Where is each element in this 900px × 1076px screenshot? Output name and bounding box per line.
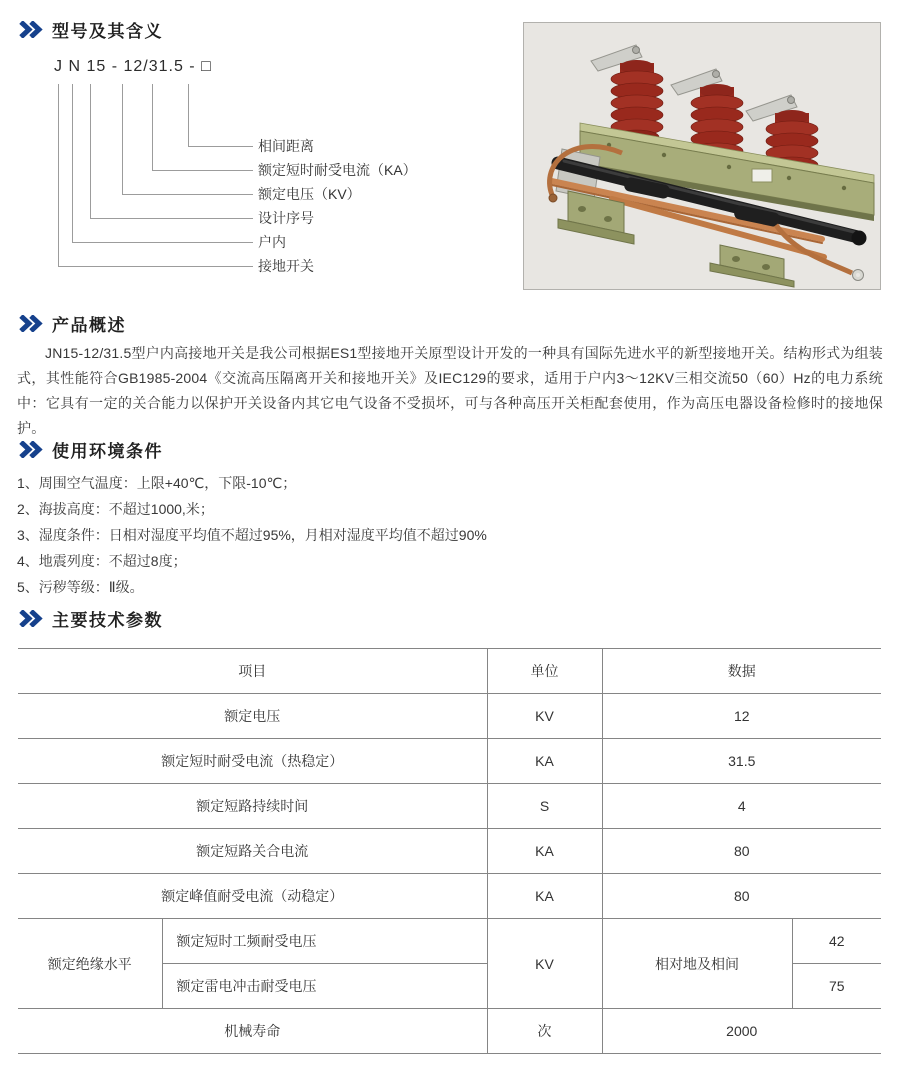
environment-item: 1、周围空气温度：上限+40℃，下限-10℃； [17, 475, 297, 491]
param-name: 额定短路关合电流 [18, 829, 487, 874]
section-title-text: 型号及其含义 [52, 22, 163, 41]
param-scope: 相对地及相间 [602, 919, 792, 1009]
diagram-connector-line [188, 146, 253, 147]
param-unit: S [487, 784, 602, 829]
param-name: 机械寿命 [18, 1009, 487, 1054]
diagram-label-withstand-current: 额定短时耐受电流（KA） [258, 162, 417, 178]
param-value: 2000 [602, 1009, 881, 1054]
diagram-connector-line [58, 84, 59, 266]
param-group-name: 额定绝缘水平 [18, 919, 162, 1009]
table-row [18, 1009, 881, 1054]
diagram-label-rated-voltage: 额定电压（KV） [258, 186, 361, 202]
model-code: J N 15 - 12/31.5 - □ [54, 58, 212, 75]
param-name: 额定电压 [18, 694, 487, 739]
param-subname: 额定雷电冲击耐受电压 [162, 964, 487, 1009]
environment-item: 3、湿度条件：日相对湿度平均值不超过95%，月相对湿度平均值不超过90% [17, 527, 487, 543]
double-chevron-icon [19, 441, 43, 458]
param-unit: KA [487, 874, 602, 919]
diagram-connector-line [122, 194, 253, 195]
overview-paragraph: JN15-12/31.5型户内高接地开关是我公司根据ES1型接地开关原型设计开发的一种具有国际先进水平的新型接地开关。结构形式为组装式，其性能符合GB1985-2004《交流高压隔离开关和接地开关》及IEC129的要求，适用于户内3～12KV三相交流50（60）Hz的电力系统中：它具有一定的关合能力以保护开关设备内其它电气设备不受损坏，可与各种高压开关柜配套使用，作为高压电器设备检修时的接地保护。 [17, 345, 883, 436]
diagram-connector-line [58, 266, 253, 267]
section-heading-model [19, 17, 163, 42]
diagram-connector-line [90, 84, 91, 218]
param-unit: KA [487, 739, 602, 784]
header-value: 数据 [602, 649, 881, 694]
param-subname: 额定短时工频耐受电压 [162, 919, 487, 964]
environment-item: 4、地震列度：不超过8度； [17, 553, 187, 569]
diagram-connector-line [72, 242, 253, 243]
table-row [18, 784, 881, 829]
param-name: 额定短路持续时间 [18, 784, 487, 829]
param-name: 额定短时耐受电流（热稳定） [18, 739, 487, 784]
diagram-connector-line [152, 84, 153, 170]
diagram-label-earthing-switch: 接地开关 [258, 258, 314, 274]
table-row [18, 739, 881, 784]
param-unit: KA [487, 829, 602, 874]
section-title-text: 主要技术参数 [52, 611, 163, 630]
environment-item: 5、污秽等级：Ⅱ级。 [17, 579, 144, 595]
header-item: 项目 [18, 649, 487, 694]
param-value: 4 [602, 784, 881, 829]
diagram-connector-line [90, 218, 253, 219]
diagram-label-phase-spacing: 相间距离 [258, 138, 314, 154]
diagram-connector-line [188, 84, 189, 146]
section-title-text: 产品概述 [52, 316, 126, 335]
param-unit: KV [487, 694, 602, 739]
table-row [18, 919, 881, 964]
technical-parameters-table [18, 648, 881, 1054]
param-value: 80 [602, 874, 881, 919]
table-row [18, 874, 881, 919]
double-chevron-icon [19, 315, 43, 332]
table-row [18, 694, 881, 739]
diagram-label-design-serial: 设计序号 [258, 210, 314, 226]
diagram-connector-line [72, 84, 73, 242]
product-photo [523, 22, 881, 290]
double-chevron-icon [19, 610, 43, 627]
section-heading-overview [19, 311, 126, 336]
double-chevron-icon [19, 21, 43, 38]
diagram-connector-line [122, 84, 123, 194]
diagram-connector-line [152, 170, 253, 171]
section-title-text: 使用环境条件 [52, 442, 163, 461]
param-value: 75 [792, 964, 881, 1009]
section-heading-environment [19, 437, 163, 462]
table-row [18, 829, 881, 874]
param-value: 31.5 [602, 739, 881, 784]
param-value: 42 [792, 919, 881, 964]
param-unit: KV [487, 919, 602, 1009]
header-unit: 单位 [487, 649, 602, 694]
param-unit: 次 [487, 1009, 602, 1054]
nameplate [752, 169, 772, 182]
earthing-switch-illustration [524, 23, 880, 289]
environment-conditions-list [17, 470, 487, 600]
diagram-label-indoor: 户内 [258, 234, 286, 250]
param-name: 额定峰值耐受电流（动稳定） [18, 874, 487, 919]
param-value: 80 [602, 829, 881, 874]
section-heading-parameters [19, 606, 163, 631]
environment-item: 2、海拔高度：不超过1000,米； [17, 501, 214, 517]
param-value: 12 [602, 694, 881, 739]
table-header-row [18, 649, 881, 694]
